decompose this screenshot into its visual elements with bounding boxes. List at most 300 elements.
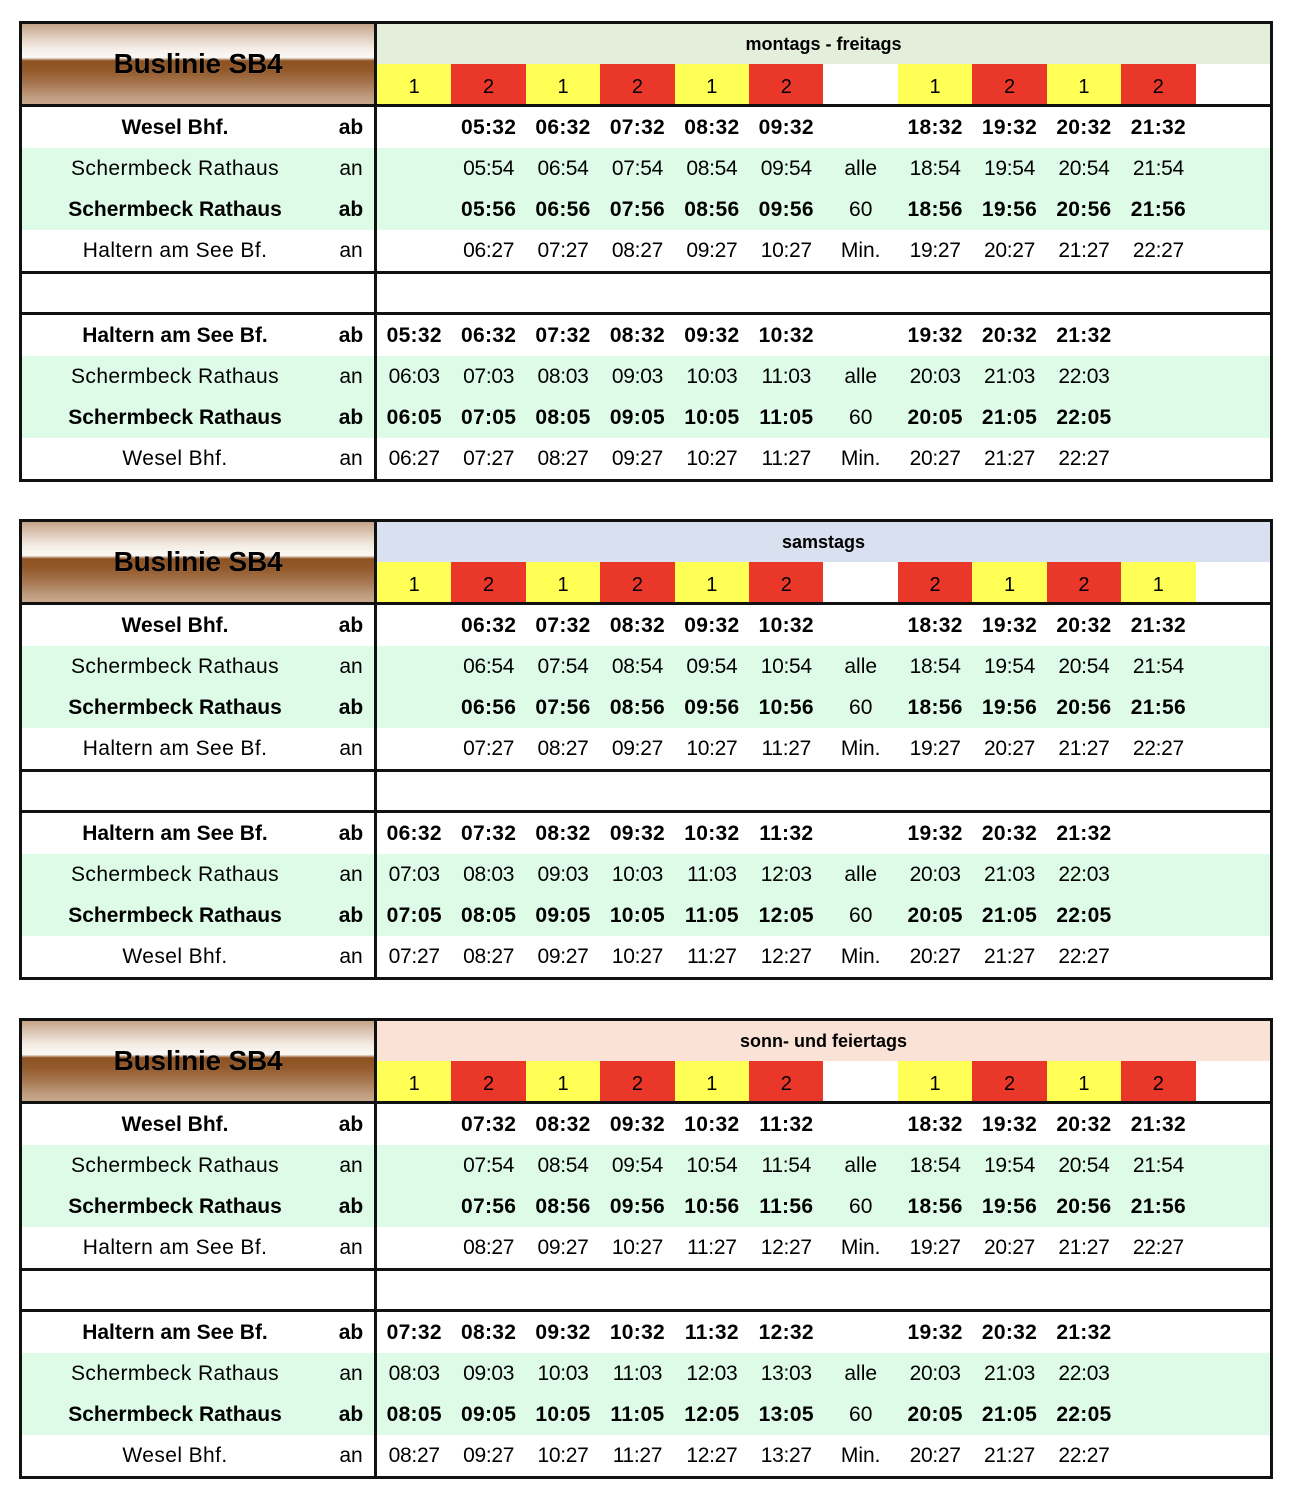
direction-marker: ab [338, 695, 364, 719]
course-number-1: 1 [898, 64, 972, 104]
arrival-time: 19:54 [984, 156, 1036, 180]
stop-cell [22, 813, 374, 854]
departure-time: 06:32 [461, 613, 517, 637]
trip-times [374, 728, 1270, 769]
direction-marker: ab [338, 115, 364, 139]
empty-cell [823, 1061, 897, 1101]
arrival-time: 06:03 [388, 364, 440, 388]
stop-name: Haltern am See Bf. [82, 1320, 268, 1344]
course-number-1: 1 [1121, 562, 1195, 602]
arrival-time: 12:27 [686, 1443, 738, 1467]
direction-marker: ab [338, 1112, 364, 1136]
outbound-trips [22, 1101, 1270, 1268]
trip-times [374, 936, 1270, 977]
departure-time: 21:32 [1130, 613, 1186, 637]
departure-time: 19:32 [981, 613, 1038, 637]
arrival-time: 13:03 [760, 1361, 812, 1385]
arrival-time: 10:54 [760, 654, 812, 678]
arrival-time: 08:27 [463, 944, 515, 968]
arrival-time: 22:27 [1058, 446, 1110, 470]
timetable-row [22, 728, 1270, 769]
arrival-time: 12:03 [686, 1361, 738, 1385]
arrival-time: 19:27 [909, 736, 961, 760]
stop-name: Haltern am See Bf. [82, 736, 268, 760]
departure-time: 08:56 [684, 197, 740, 221]
departure-time: 21:56 [1130, 197, 1186, 221]
departure-time: 22:05 [1056, 903, 1112, 927]
arrival-time: 08:03 [463, 862, 515, 886]
departure-time: 18:32 [907, 1112, 963, 1136]
course-number-1: 1 [377, 1061, 451, 1101]
timetable-row [22, 1186, 1270, 1227]
departure-time: 20:32 [981, 821, 1038, 845]
departure-time: 09:05 [609, 405, 666, 429]
arrival-time: 12:03 [760, 862, 812, 886]
course-number-strip [377, 1061, 1270, 1101]
direction-marker: an [339, 446, 363, 470]
departure-time: 09:05 [535, 903, 591, 927]
stop-cell [22, 895, 374, 936]
timetable-row [22, 1227, 1270, 1268]
arrival-time: 22:03 [1058, 862, 1110, 886]
day-label: montags - freitags [745, 33, 902, 54]
interval-note: alle [844, 1153, 878, 1177]
arrival-time: 12:27 [760, 1235, 812, 1259]
departure-time: 21:05 [981, 405, 1038, 429]
stop-cell [22, 1353, 374, 1394]
direction-marker: ab [338, 821, 364, 845]
arrival-time: 08:27 [388, 1443, 440, 1467]
trip-times [374, 189, 1270, 230]
arrival-time: 19:27 [909, 1235, 961, 1259]
stop-name: Schermbeck Rathaus [68, 405, 282, 429]
arrival-time: 20:27 [984, 238, 1036, 262]
stop-cell [22, 936, 374, 977]
stop-cell [22, 605, 374, 646]
departure-time: 07:32 [386, 1320, 442, 1344]
departure-time: 08:56 [609, 695, 666, 719]
arrival-time: 10:54 [686, 1153, 738, 1177]
arrival-time: 21:27 [1058, 238, 1110, 262]
departure-time: 09:32 [609, 821, 666, 845]
direction-marker: ab [338, 323, 364, 347]
stop-cell [22, 1186, 374, 1227]
direction-marker: an [339, 1153, 363, 1177]
arrival-time: 08:03 [537, 364, 589, 388]
interval-note: Min. [840, 238, 881, 262]
trip-times [374, 1104, 1270, 1145]
arrival-time: 13:27 [760, 1443, 812, 1467]
departure-time: 21:56 [1130, 1194, 1186, 1218]
stop-name: Schermbeck Rathaus [68, 197, 282, 221]
timetable-row [22, 895, 1270, 936]
stop-name: Wesel Bhf. [121, 613, 229, 637]
course-number-1: 1 [675, 1061, 749, 1101]
stop-cell [22, 230, 374, 271]
departure-time: 08:32 [535, 1112, 591, 1136]
arrival-time: 08:54 [686, 156, 738, 180]
departure-time: 08:05 [461, 903, 517, 927]
direction-marker: an [339, 654, 363, 678]
course-number-2: 2 [451, 562, 525, 602]
departure-time: 11:05 [759, 405, 814, 429]
course-number-strip [377, 64, 1270, 104]
stop-name: Schermbeck Rathaus [68, 1402, 282, 1426]
stop-name: Haltern am See Bf. [82, 1235, 268, 1259]
line-title-cell [22, 24, 374, 104]
departure-time: 09:32 [535, 1320, 591, 1344]
stop-cell [22, 1104, 374, 1145]
course-number-1: 1 [898, 1061, 972, 1101]
course-number-1: 1 [1047, 64, 1121, 104]
day-header [374, 24, 1270, 104]
departure-time: 05:56 [461, 197, 517, 221]
interval-note: 60 [849, 197, 873, 221]
stop-name: Schermbeck Rathaus [71, 364, 279, 388]
departure-time: 13:05 [758, 1402, 814, 1426]
stop-cell [22, 148, 374, 189]
timetable-row [22, 1145, 1270, 1186]
departure-time: 20:05 [907, 1402, 963, 1426]
stop-cell [22, 1435, 374, 1476]
stop-name: Wesel Bhf. [122, 446, 228, 470]
arrival-time: 07:27 [463, 446, 515, 470]
arrival-time: 08:27 [611, 238, 663, 262]
stop-name: Schermbeck Rathaus [71, 1153, 279, 1177]
course-number-2: 2 [1121, 64, 1195, 104]
course-number-strip [377, 562, 1270, 602]
empty-cell [1196, 562, 1270, 602]
departure-time: 21:05 [981, 903, 1038, 927]
arrival-time: 06:54 [463, 654, 515, 678]
arrival-time: 09:27 [611, 446, 663, 470]
arrival-time: 07:03 [463, 364, 515, 388]
stop-name: Schermbeck Rathaus [68, 695, 282, 719]
stop-name: Schermbeck Rathaus [71, 862, 279, 886]
departure-time: 19:32 [907, 1320, 963, 1344]
arrival-time: 11:27 [687, 944, 737, 968]
arrival-time: 20:27 [909, 446, 961, 470]
interval-note: alle [844, 654, 878, 678]
departure-time: 21:56 [1130, 695, 1186, 719]
departure-time: 21:05 [981, 1402, 1038, 1426]
arrival-time: 11:27 [612, 1443, 663, 1467]
outbound-trips [22, 602, 1270, 769]
trip-times [374, 895, 1270, 936]
direction-separator [22, 769, 1270, 810]
departure-time: 06:56 [461, 695, 517, 719]
arrival-time: 09:54 [760, 156, 812, 180]
inbound-trips [22, 312, 1270, 479]
departure-time: 19:56 [981, 695, 1038, 719]
departure-time: 07:56 [535, 695, 591, 719]
arrival-time: 09:03 [611, 364, 663, 388]
arrival-time: 21:54 [1132, 654, 1184, 678]
arrival-time: 22:27 [1058, 944, 1110, 968]
arrival-time: 21:27 [984, 944, 1036, 968]
arrival-time: 19:54 [984, 1153, 1036, 1177]
course-number-2: 2 [600, 64, 674, 104]
separator-left [22, 1271, 374, 1309]
arrival-time: 19:54 [984, 654, 1036, 678]
departure-time: 20:56 [1056, 695, 1112, 719]
timetable-row [22, 148, 1270, 189]
separator-right [374, 772, 1270, 810]
arrival-time: 10:27 [611, 1235, 663, 1259]
departure-time: 22:05 [1056, 405, 1112, 429]
timetable-row [22, 854, 1270, 895]
course-number-1: 1 [675, 562, 749, 602]
interval-note: 60 [849, 1402, 873, 1426]
course-number-2: 2 [1121, 1061, 1195, 1101]
departure-time: 20:32 [1056, 613, 1112, 637]
line-title: Buslinie SB4 [113, 1045, 283, 1076]
departure-time: 09:56 [758, 197, 814, 221]
departure-time: 18:32 [907, 613, 963, 637]
empty-cell [1196, 1061, 1270, 1101]
stop-name: Schermbeck Rathaus [68, 1194, 282, 1218]
trip-times [374, 397, 1270, 438]
trip-times [374, 646, 1270, 687]
interval-note: Min. [840, 1235, 881, 1259]
timetable-row [22, 189, 1270, 230]
arrival-time: 09:03 [463, 1361, 515, 1385]
separator-right [374, 274, 1270, 312]
arrival-time: 20:03 [909, 1361, 961, 1385]
interval-note: 60 [849, 1194, 873, 1218]
departure-time: 19:32 [907, 323, 963, 347]
departure-time: 09:32 [684, 323, 740, 347]
arrival-time: 08:27 [537, 446, 589, 470]
trip-times [374, 813, 1270, 854]
arrival-time: 08:03 [388, 1361, 440, 1385]
arrival-time: 20:54 [1058, 1153, 1110, 1177]
stop-cell [22, 189, 374, 230]
departure-time: 07:05 [386, 903, 442, 927]
departure-time: 11:32 [684, 1320, 739, 1344]
stop-cell [22, 356, 374, 397]
interval-note: alle [844, 1361, 878, 1385]
departure-time: 07:32 [535, 323, 591, 347]
arrival-time: 07:54 [611, 156, 663, 180]
timetable-row [22, 646, 1270, 687]
arrival-time: 20:27 [984, 736, 1036, 760]
departure-time: 10:05 [609, 903, 666, 927]
departure-time: 18:32 [907, 115, 963, 139]
interval-note: 60 [849, 405, 873, 429]
stop-name: Haltern am See Bf. [82, 238, 268, 262]
stop-cell [22, 438, 374, 479]
arrival-time: 06:27 [388, 446, 440, 470]
direction-marker: an [339, 1235, 363, 1259]
arrival-time: 10:03 [611, 862, 663, 886]
arrival-time: 11:03 [612, 1361, 663, 1385]
stop-name: Schermbeck Rathaus [71, 654, 279, 678]
timetable-row [22, 438, 1270, 479]
departure-time: 10:32 [758, 323, 814, 347]
departure-time: 06:32 [461, 323, 517, 347]
departure-time: 18:56 [907, 1194, 963, 1218]
departure-time: 10:32 [684, 821, 740, 845]
arrival-time: 10:03 [686, 364, 738, 388]
arrival-time: 10:27 [760, 238, 812, 262]
timetable-header [22, 1021, 1270, 1101]
departure-time: 10:56 [684, 1194, 740, 1218]
arrival-time: 11:27 [687, 1235, 737, 1259]
arrival-time: 10:27 [686, 446, 738, 470]
departure-time: 11:56 [759, 1194, 814, 1218]
departure-time: 12:32 [758, 1320, 814, 1344]
departure-time: 07:56 [609, 197, 666, 221]
empty-cell [1196, 64, 1270, 104]
departure-time: 08:32 [684, 115, 740, 139]
course-number-2: 2 [600, 562, 674, 602]
trip-times [374, 107, 1270, 148]
direction-marker: ab [338, 197, 364, 221]
arrival-time: 18:54 [909, 654, 961, 678]
departure-time: 18:56 [907, 197, 963, 221]
course-number-2: 2 [749, 1061, 823, 1101]
departure-time: 21:32 [1056, 323, 1112, 347]
arrival-time: 09:27 [537, 944, 589, 968]
arrival-time: 11:03 [761, 364, 812, 388]
departure-time: 10:32 [609, 1320, 666, 1344]
departure-time: 08:32 [461, 1320, 517, 1344]
direction-marker: an [339, 238, 363, 262]
stop-cell [22, 1227, 374, 1268]
timetable-row [22, 230, 1270, 271]
departure-time: 19:32 [981, 115, 1038, 139]
trip-times [374, 854, 1270, 895]
arrival-time: 20:27 [984, 1235, 1036, 1259]
arrival-time: 22:03 [1058, 364, 1110, 388]
trip-times [374, 230, 1270, 271]
direction-marker: ab [338, 613, 364, 637]
departure-time: 20:56 [1056, 197, 1112, 221]
departure-time: 20:32 [1056, 115, 1112, 139]
day-label-row [377, 24, 1270, 64]
arrival-time: 20:27 [909, 1443, 961, 1467]
departure-time: 09:32 [609, 1112, 666, 1136]
timetable-sundays-holidays [19, 1018, 1273, 1479]
stop-name: Wesel Bhf. [122, 944, 228, 968]
departure-time: 08:32 [609, 613, 666, 637]
arrival-time: 11:03 [687, 862, 737, 886]
direction-marker: ab [338, 1194, 364, 1218]
arrival-time: 18:54 [909, 156, 961, 180]
arrival-time: 10:03 [537, 1361, 589, 1385]
timetable-row [22, 1353, 1270, 1394]
day-header [374, 1021, 1270, 1101]
stop-name: Wesel Bhf. [122, 1443, 228, 1467]
outbound-trips [22, 104, 1270, 271]
direction-marker: an [339, 1361, 363, 1385]
arrival-time: 22:27 [1132, 238, 1184, 262]
arrival-time: 21:54 [1132, 1153, 1184, 1177]
timetable-saturdays [19, 519, 1273, 980]
departure-time: 21:32 [1056, 821, 1112, 845]
trip-times [374, 1227, 1270, 1268]
timetable-row [22, 1435, 1270, 1476]
day-label: samstags [781, 531, 866, 552]
departure-time: 19:32 [907, 821, 963, 845]
course-number-2: 2 [972, 64, 1046, 104]
arrival-time: 22:03 [1058, 1361, 1110, 1385]
arrival-time: 22:27 [1058, 1443, 1110, 1467]
departure-time: 09:56 [609, 1194, 666, 1218]
departure-time: 10:05 [684, 405, 740, 429]
course-number-2: 2 [1047, 562, 1121, 602]
departure-time: 05:32 [386, 323, 442, 347]
departure-time: 20:32 [981, 1320, 1038, 1344]
arrival-time: 19:27 [909, 238, 961, 262]
arrival-time: 11:27 [761, 446, 812, 470]
stop-cell [22, 1394, 374, 1435]
departure-time: 20:32 [1056, 1112, 1112, 1136]
course-number-2: 2 [898, 562, 972, 602]
direction-marker: an [339, 944, 363, 968]
arrival-time: 08:54 [611, 654, 663, 678]
arrival-time: 07:27 [463, 736, 515, 760]
trip-times [374, 605, 1270, 646]
arrival-time: 09:27 [611, 736, 663, 760]
departure-time: 21:32 [1130, 115, 1186, 139]
separator-right [374, 1271, 1270, 1309]
departure-time: 21:32 [1056, 1320, 1112, 1344]
departure-time: 20:32 [981, 323, 1038, 347]
arrival-time: 09:27 [686, 238, 738, 262]
arrival-time: 21:27 [1058, 736, 1110, 760]
departure-time: 09:32 [684, 613, 740, 637]
line-title: Buslinie SB4 [113, 48, 283, 79]
arrival-time: 18:54 [909, 1153, 961, 1177]
trip-times [374, 1394, 1270, 1435]
day-label-row [377, 1021, 1270, 1061]
stop-cell [22, 1312, 374, 1353]
stop-cell [22, 646, 374, 687]
stop-name: Haltern am See Bf. [82, 821, 268, 845]
departure-time: 08:56 [535, 1194, 591, 1218]
departure-time: 11:32 [759, 821, 814, 845]
arrival-time: 11:27 [761, 736, 812, 760]
trip-times [374, 1353, 1270, 1394]
course-number-1: 1 [526, 562, 600, 602]
stop-name: Wesel Bhf. [121, 115, 229, 139]
arrival-time: 12:27 [760, 944, 812, 968]
course-number-1: 1 [1047, 1061, 1121, 1101]
direction-marker: an [339, 1443, 363, 1467]
timetable-row [22, 1104, 1270, 1145]
day-label-row [377, 522, 1270, 562]
arrival-time: 20:27 [909, 944, 961, 968]
interval-note: alle [844, 862, 878, 886]
stop-name: Schermbeck Rathaus [68, 903, 282, 927]
timetable-row [22, 1312, 1270, 1353]
interval-note: Min. [840, 446, 881, 470]
course-number-1: 1 [377, 64, 451, 104]
interval-note: Min. [840, 736, 881, 760]
timetable-row [22, 356, 1270, 397]
departure-time: 19:56 [981, 197, 1038, 221]
course-number-2: 2 [600, 1061, 674, 1101]
separator-left [22, 772, 374, 810]
departure-time: 11:32 [759, 1112, 814, 1136]
course-number-2: 2 [972, 1061, 1046, 1101]
timetable-row [22, 813, 1270, 854]
day-label: sonn- und feiertags [739, 1030, 907, 1051]
stop-name: Haltern am See Bf. [82, 323, 268, 347]
arrival-time: 08:54 [537, 1153, 589, 1177]
